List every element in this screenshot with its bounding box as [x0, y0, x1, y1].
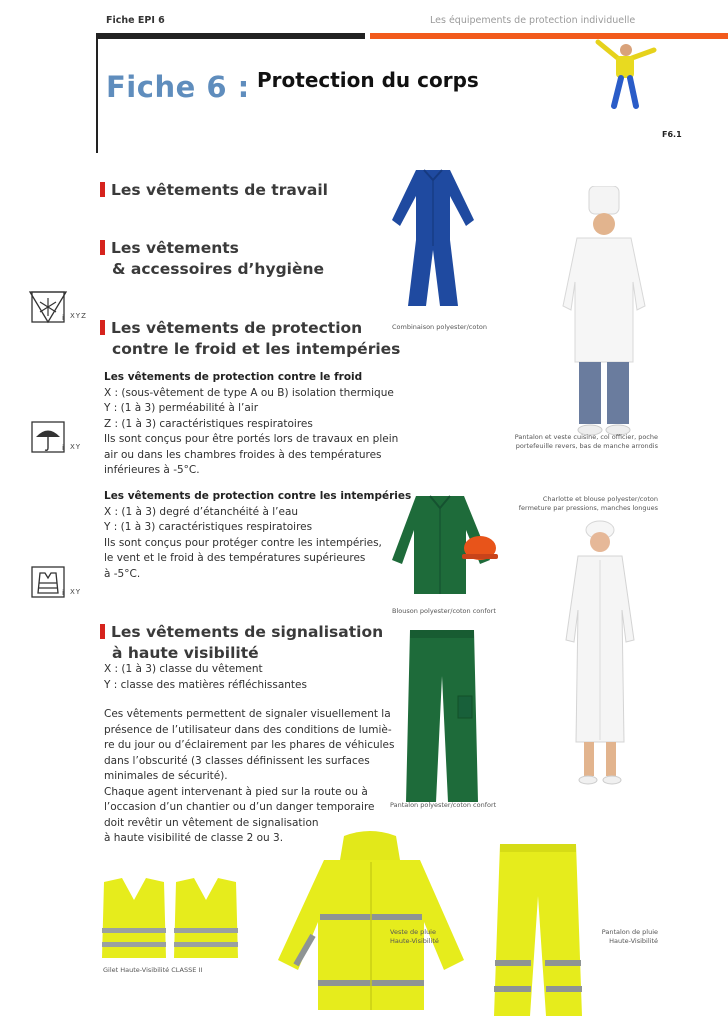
- bullet-bar: [100, 182, 105, 197]
- pictogram-code-rain: XY: [70, 443, 82, 451]
- lab-coat-photo: [560, 520, 640, 790]
- caption-pantalon: Pantalon polyester/coton confort: [390, 801, 497, 809]
- svg-text:i: i: [62, 314, 64, 322]
- section-heading-signalisation: Les vêtements de signalisation à haute visibilité: [100, 622, 383, 664]
- hi-vis-vests-photo: [100, 874, 250, 962]
- umbrella-pictogram-icon: [28, 420, 68, 456]
- section-heading-froid: Les vêtements de protection contre le froid et les intempéries: [100, 318, 400, 360]
- intemperies-description: Les vêtements de protection contre les intempéries X : (1 à 3) degré d’étanchéité à l’eau Y : (1 à 3) caractéristiques respiratoires Ils sont conçus pour protéger contre les intempéries, le vent et le froid à des températures supérieures à -5°C.: [104, 490, 412, 580]
- header-rule-orange: [370, 33, 728, 39]
- caption-cuisine: Pantalon et veste cuisine, col officier, poche portefeuille revers, bas de manche arrondis: [514, 433, 658, 450]
- bullet-bar: [100, 320, 105, 335]
- header-doc-ref: Fiche EPI 6: [106, 15, 165, 26]
- caption-veste-pluie: Veste de pluie Haute-Visibilité: [390, 928, 439, 945]
- signalisation-classes: X : (1 à 3) classe du vêtement Y : classe des matières réfléchissantes: [104, 663, 307, 691]
- fiche-number: Fiche 6 :: [106, 70, 250, 104]
- green-jacket-photo: [390, 490, 502, 602]
- section-heading-hygiene: Les vêtements & accessoires d’hygiène: [100, 238, 324, 280]
- snowflake-pictogram-icon: [28, 290, 68, 326]
- vest-pictogram-icon: [28, 565, 68, 601]
- margin-rule: [96, 33, 98, 153]
- caption-blouson: Blouson polyester/coton confort: [392, 607, 496, 615]
- pictogram-code-vest: XY: [70, 588, 82, 596]
- page-title: Protection du corps: [257, 68, 479, 92]
- caption-pantalon-pluie: Pantalon de pluie Haute-Visibilité: [601, 928, 658, 945]
- bullet-bar: [100, 624, 105, 639]
- green-trousers-photo: [402, 626, 482, 806]
- chef-outfit-photo: [555, 186, 655, 440]
- worker-figure-illustration: [592, 36, 658, 112]
- header-rule-black: [97, 33, 365, 39]
- svg-text:i: i: [62, 444, 64, 452]
- blue-coverall-photo: [388, 160, 478, 310]
- bullet-bar: [100, 240, 105, 255]
- folio: F6.1: [662, 130, 682, 139]
- signalisation-description: Ces vêtements permettent de signaler visuellement la présence de l’utilisateur dans des conditions de lumiè- re du jour ou d’éclairement par les phares de véhicules dans l’obscurité (3 classes définissent les surfaces minimales de sécurité). Chaque agent intervenant à pied sur la route ou à l’occasion d’un chantier ou d’un danger temporaire doit revêtir un vêtement de signalisation à haute visibilité de classe 2 ou 3.: [104, 708, 395, 844]
- caption-gilet: Gilet Haute-Visibilité CLASSE II: [103, 966, 203, 974]
- pictogram-code-cold: XYZ: [70, 312, 87, 320]
- header-collection-title: Les équipements de protection individuelle: [430, 15, 636, 26]
- section-heading-travail: Les vêtements de travail: [100, 180, 328, 201]
- caption-combinaison: Combinaison polyester/coton: [392, 323, 487, 331]
- svg-text:i: i: [62, 589, 64, 597]
- hi-vis-rain-jacket-photo: [274, 830, 470, 1014]
- froid-description: Les vêtements de protection contre le froid X : (sous-vêtement de type A ou B) isolation thermique Y : (1 à 3) perméabilité à l’air Z : (1 à 3) caractéristiques respiratoires Ils sont conçus pour être portés lors de travaux en plein air ou dans les chambres froides à des températures inférieures à -5°C.: [104, 371, 399, 476]
- caption-blouse: Charlotte et blouse polyester/coton fermeture par pressions, manches longues: [518, 495, 658, 512]
